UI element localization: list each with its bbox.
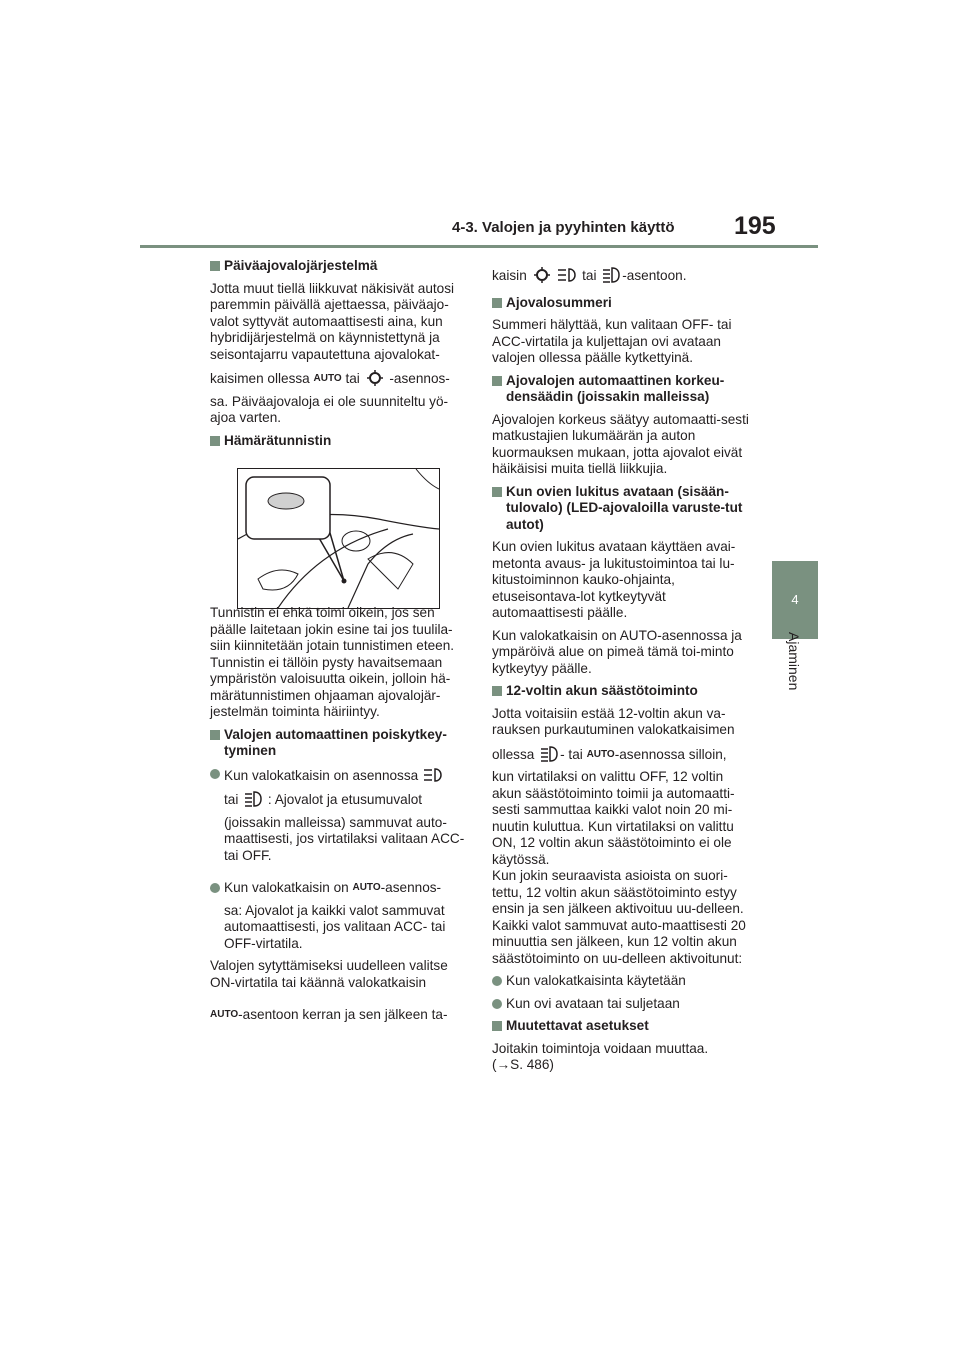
heading-auto-off: Valojen automaattinen poiskytkey-tyminen [210, 727, 466, 760]
paragraph: Jotta muut tiellä liikkuvat näkisivät autosi paremmin päivällä ajettaessa, päiväajo-valot syttyvät automaattisesti aina, kun hybridijärjestelmä on käynnistettynä ja seisontajarru vapautettuna ajovalokat- [210, 280, 455, 362]
paragraph: Tunnistin ei tällöin pysty havaitsemaan ympäristön valoisuutta oikein, jolloin hä-märätunnistimen ohjaaman ajovalojär-jestelmän toiminta häiriintyy. [210, 654, 451, 719]
paragraph: Kun valokatkaisin on AUTO-asennossa ja ympäröivä alue on pimeä tämä toi-minto kytkeytyy päälle. [492, 627, 742, 676]
paragraph: kaisimen ollessa AUTO tai -asennos- [210, 371, 450, 386]
section-title: 4-3. Valojen ja pyyhinten käyttö [452, 219, 675, 236]
paragraph: Kun ovien lukitus avataan käyttäen avai-metonta avaus- ja lukitustoimintoa tai lu-kitustoiminnon kauko-ohjainta, etuseisontava-lot kytkeytyvät automaattisesti päälle. [492, 539, 736, 620]
heading-light-sensor: Hämärätunnistin [210, 433, 466, 450]
paragraph: Tunnistin ei ehkä toimi oikein, jos sen päälle laitetaan jokin esine tai jos tuulila-siin kiinnitetään jotain tunnistimen eteen. [210, 605, 455, 653]
list-item: Kun ovi avataan tai suljetaan [492, 996, 754, 1013]
paragraph: Summeri hälyttää, kun valitaan OFF- tai ACC-virtatila ja kuljettajan ovi avataan valojen ollessa päälle kytkettyinä. [492, 317, 732, 365]
paragraph: kaisin tai -asentoon. [492, 268, 687, 283]
auto-symbol: AUTO [313, 373, 342, 384]
list-item: Kun valokatkaisin on asennossa tai : Ajovalot ja etusumuvalot (joissakin malleissa) sammuvat auto-maattisesti, jos virtatilaksi valitaan ACC- tai OFF. [210, 766, 466, 865]
paragraph: ollessa - tai AUTO-asennossa silloin, [492, 746, 727, 762]
page-reference-link[interactable]: (→S. 486) [492, 1057, 554, 1072]
auto-symbol: AUTO [210, 1009, 239, 1020]
paragraph: Ajovalojen korkeus säätyy automaatti-sesti matkustajien lukumäärän ja auton kuormauksen mukaan, jotta ajovalot eivät häikäisisi muita tiellä liikkujia. [492, 411, 749, 476]
parking-light-icon [364, 369, 386, 387]
heading-leveling: Ajovalojen automaattinen korkeu-densäädin (joissakin malleissa) [492, 373, 754, 406]
auto-symbol: AUTO [352, 882, 381, 893]
header-rule [140, 245, 818, 248]
paragraph: Valojen sytyttämiseksi uudelleen valitse ON-virtatila tai käännä valokatkaisin [210, 958, 448, 990]
high-beam-icon [538, 745, 560, 763]
list-item: Kun valokatkaisinta käytetään [492, 973, 754, 990]
headlight-icon [422, 766, 444, 784]
left-column [210, 258, 466, 1030]
paragraph: Kun jokin seuraavista asioista on suori-tettu, 12 voltin akun säästötoiminto estyy ensin ja sen jälkeen aktivoituu uu-delleen. Kaikki valot sammuvat auto-maattisesti 20 minuuttia sen jälkeen, kun 12 voltin akun säästötoiminto on uu-delleen aktivoitunut: [492, 868, 746, 966]
paragraph: Jotta voitaisiin estää 12-voltin akun va-rauksen purkautuminen valokatkaisimen [492, 705, 735, 737]
list-item: Kun valokatkaisin on AUTO-asennos- sa: Ajovalot ja kaikki valot sammuvat automaattisesti, jos valitaan ACC- tai OFF-virtatila. [210, 880, 466, 952]
high-beam-icon [242, 790, 264, 808]
heading-buzzer: Ajovalosummeri [492, 295, 754, 312]
heading-battery-saver: 12-voltin akun säästötoiminto [492, 683, 754, 700]
chapter-label: Ajaminen [786, 632, 802, 691]
high-beam-icon [600, 266, 622, 284]
page-number: 195 [734, 212, 776, 240]
parking-light-icon [531, 266, 553, 284]
heading-customization: Muutettavat asetukset [492, 1018, 754, 1035]
auto-symbol: AUTO [586, 748, 615, 760]
paragraph: sa. Päiväajovaloja ei ole suunniteltu yö-ajoa varten. [210, 393, 449, 425]
right-column [492, 266, 754, 1080]
headlight-icon [556, 266, 578, 284]
paragraph: Joitakin toimintoja voidaan muuttaa. [492, 1040, 709, 1056]
chapter-tab: 4 [772, 561, 818, 639]
paragraph: AUTO-asentoon kerran ja sen jälkeen ta- [210, 1007, 448, 1022]
sensor-illustration [237, 468, 440, 609]
heading-entry-light: Kun ovien lukitus avataan (sisään-tulovalo) (LED-ajovaloilla varuste-tut autot) [492, 484, 754, 534]
heading-daytime-lights: Päiväajovalojärjestelmä [210, 258, 466, 275]
paragraph: kun virtatilaksi on valittu OFF, 12 voltin akun säästötoiminto toimii ja automaatti-sesti sammuttaa kaikki valot noin 20 mi-nuutin kuluttua. Kun virtatilaksi on valittu ON, 12 voltin akun säästötoiminto ei ole käytössä. [492, 769, 735, 867]
